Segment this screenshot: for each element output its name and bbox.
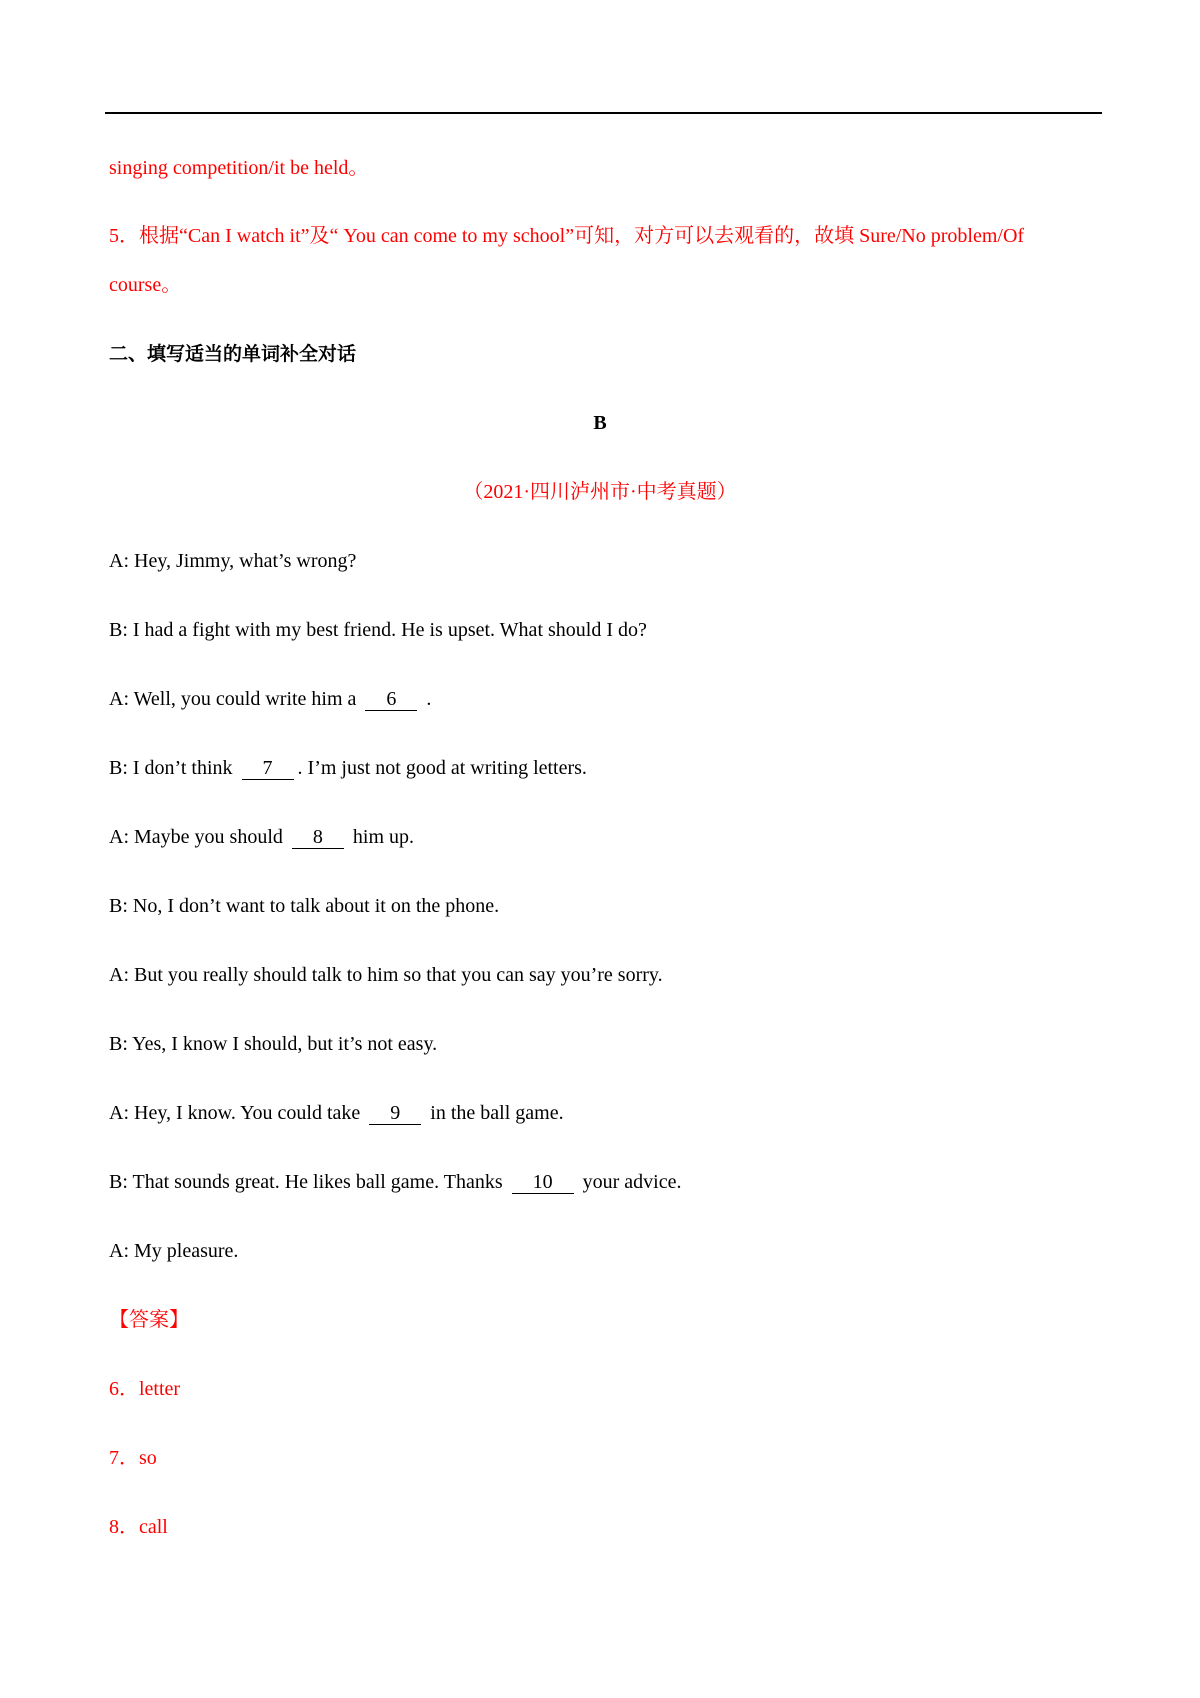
dialogue-line <box>109 1098 564 1128</box>
answer-item: 7．so <box>109 1447 157 1469</box>
answer-item-5-line2: course。 <box>109 274 182 296</box>
answer-item: 6．letter <box>109 1378 181 1400</box>
blank-7: 7 <box>242 757 294 780</box>
dialogue-text: B: That sounds great. He likes ball game. Thanks <box>109 1171 503 1193</box>
answer-label: 【答案】 <box>109 1309 189 1331</box>
header-rule <box>105 112 1102 114</box>
answer-continuation: singing competition/it be held。 <box>109 157 369 179</box>
dialogue-line <box>109 822 414 852</box>
dialogue-line <box>109 753 587 783</box>
dialogue-text: . <box>421 688 432 710</box>
dialogue-text: your advice. <box>577 1171 682 1193</box>
blank-8: 8 <box>292 826 344 849</box>
blank-9: 9 <box>369 1102 421 1125</box>
dialogue-line: B: I had a fight with my best friend. He is upset. What should I do? <box>109 619 647 641</box>
section-heading: 二、填写适当的单词补全对话 <box>109 343 357 365</box>
dialogue-line: B: No, I don’t want to talk about it on the phone. <box>109 895 500 917</box>
answer-item: 8．call <box>109 1516 168 1538</box>
dialogue-text: . I’m just not good at writing letters. <box>297 757 587 779</box>
dialogue-line <box>109 684 431 714</box>
dialogue-line <box>109 1167 682 1197</box>
source-note: （2021·四川泸州市·中考真题） <box>463 481 737 503</box>
dialogue-text: A: Maybe you should <box>109 826 283 848</box>
dialogue-text: A: Hey, I know. You could take <box>109 1102 361 1124</box>
dialogue-line: A: Hey, Jimmy, what’s wrong? <box>109 550 357 572</box>
dialogue-line: B: Yes, I know I should, but it’s not easy. <box>109 1033 438 1055</box>
answer-item-5-line1: 5．根据“Can I watch it”及“ You can come to my school”可知，对方可以去观看的，故填 Sure/No problem/Of <box>109 225 1025 247</box>
dialogue-text: B: I don’t think <box>109 757 233 779</box>
dialogue-line: A: But you really should talk to him so that you can say you’re sorry. <box>109 964 663 986</box>
blank-6: 6 <box>365 688 417 711</box>
dialogue-text: him up. <box>347 826 415 848</box>
dialogue-text: A: Well, you could write him a <box>109 688 357 710</box>
passage-label: B <box>593 412 607 434</box>
blank-10: 10 <box>512 1171 574 1194</box>
dialogue-text: in the ball game. <box>425 1102 564 1124</box>
dialogue-line: A: My pleasure. <box>109 1240 239 1262</box>
